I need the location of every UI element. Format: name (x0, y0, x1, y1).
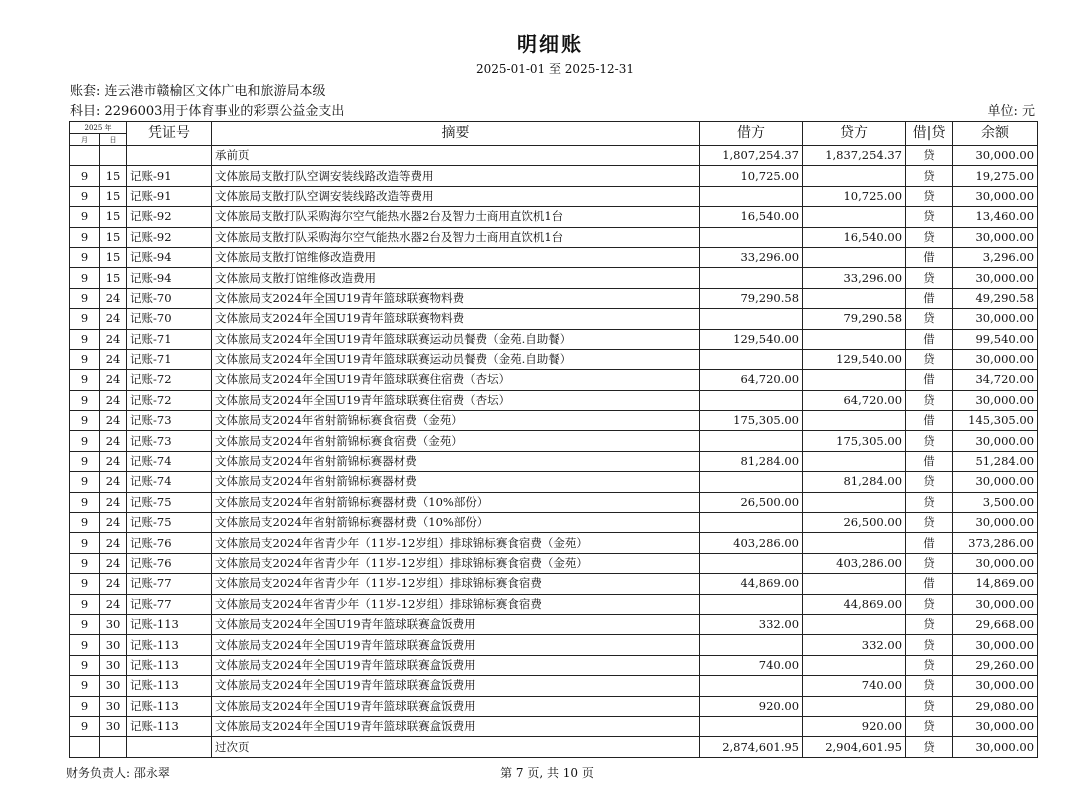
debit-header: 借方 (700, 122, 803, 146)
cell-credit: 33,296.00 (803, 268, 906, 288)
cell-credit: 26,500.00 (803, 513, 906, 533)
cell-month: 9 (70, 247, 100, 267)
cell-credit: 332.00 (803, 635, 906, 655)
cell-month: 9 (70, 186, 100, 206)
table-row (70, 349, 1038, 369)
voucher-header: 凭证号 (127, 122, 212, 146)
cell-balance: 34,720.00 (953, 370, 1038, 390)
cell-voucher: 记账-75 (127, 513, 212, 533)
cell-day: 24 (100, 574, 127, 594)
cell-credit (803, 696, 906, 716)
cell-day: 30 (100, 614, 127, 634)
header-row-top (70, 122, 1038, 134)
cell-balance: 3,296.00 (953, 247, 1038, 267)
ledger-table (69, 121, 1038, 758)
cell-credit: 2,904,601.95 (803, 737, 906, 757)
cell-dc: 贷 (906, 186, 953, 206)
month-header: 月 (70, 134, 100, 146)
cell-month: 9 (70, 553, 100, 573)
cell-summary: 文体旅局支2024年省青少年（11岁-12岁组）排球锦标赛食宿费（金苑） (212, 553, 700, 573)
cell-credit (803, 370, 906, 390)
cell-voucher: 记账-74 (127, 451, 212, 471)
table-row (70, 594, 1038, 614)
cell-summary: 承前页 (212, 146, 700, 166)
cell-dc: 借 (906, 288, 953, 308)
cell-credit (803, 329, 906, 349)
cell-dc: 贷 (906, 676, 953, 696)
table-row (70, 268, 1038, 288)
cell-month: 9 (70, 574, 100, 594)
cell-summary: 文体旅局支散打队空调安装线路改造等费用 (212, 186, 700, 206)
table-row (70, 513, 1038, 533)
cell-day: 15 (100, 166, 127, 186)
cell-debit: 175,305.00 (700, 411, 803, 431)
cell-balance: 30,000.00 (953, 186, 1038, 206)
cell-month: 9 (70, 614, 100, 634)
table-row (70, 574, 1038, 594)
cell-voucher: 记账-71 (127, 349, 212, 369)
cell-dc: 贷 (906, 166, 953, 186)
cell-debit (700, 676, 803, 696)
cell-month: 9 (70, 329, 100, 349)
cell-dc: 贷 (906, 655, 953, 675)
table-row (70, 309, 1038, 329)
table-row (70, 451, 1038, 471)
cell-day: 24 (100, 492, 127, 512)
cell-month: 9 (70, 207, 100, 227)
cell-month: 9 (70, 533, 100, 553)
cell-debit (700, 268, 803, 288)
cell-summary: 文体旅局支2024年省青少年（11岁-12岁组）排球锦标赛食宿费 (212, 574, 700, 594)
table-row (70, 227, 1038, 247)
finance-manager: 财务负责人: 邵永翠 (66, 766, 170, 780)
cell-credit (803, 166, 906, 186)
cell-day: 24 (100, 370, 127, 390)
cell-day: 24 (100, 349, 127, 369)
cell-summary: 文体旅局支2024年省射箭锦标赛食宿费（金苑） (212, 411, 700, 431)
cell-balance: 30,000.00 (953, 676, 1038, 696)
cell-credit: 10,725.00 (803, 186, 906, 206)
cell-dc: 借 (906, 451, 953, 471)
cell-dc: 贷 (906, 594, 953, 614)
cell-month: 9 (70, 431, 100, 451)
cell-day: 15 (100, 247, 127, 267)
cell-dc: 借 (906, 411, 953, 431)
cell-balance: 30,000.00 (953, 146, 1038, 166)
cell-voucher (127, 737, 212, 757)
cell-summary: 文体旅局支2024年全国U19青年篮球联赛盒饭费用 (212, 716, 700, 736)
table-row (70, 614, 1038, 634)
cell-dc: 借 (906, 329, 953, 349)
cell-month: 9 (70, 411, 100, 431)
cell-day: 24 (100, 472, 127, 492)
cell-month: 9 (70, 227, 100, 247)
cell-debit (700, 186, 803, 206)
cell-voucher: 记账-113 (127, 676, 212, 696)
cell-summary: 文体旅局支2024年全国U19青年篮球联赛盒饭费用 (212, 676, 700, 696)
cell-dc: 贷 (906, 492, 953, 512)
cell-summary: 文体旅局支2024年全国U19青年篮球联赛运动员餐费（金苑.自助餐） (212, 349, 700, 369)
cell-debit (700, 553, 803, 573)
cell-dc: 贷 (906, 513, 953, 533)
cell-balance: 30,000.00 (953, 553, 1038, 573)
cell-credit: 403,286.00 (803, 553, 906, 573)
cell-summary: 文体旅局支2024年省射箭锦标赛器材费（10%部份） (212, 492, 700, 512)
cell-credit (803, 411, 906, 431)
cell-debit (700, 227, 803, 247)
table-row (70, 716, 1038, 736)
cell-month: 9 (70, 349, 100, 369)
cell-balance: 29,080.00 (953, 696, 1038, 716)
table-row (70, 635, 1038, 655)
cell-debit (700, 390, 803, 410)
cell-summary: 文体旅局支散打馆维修改造费用 (212, 268, 700, 288)
carry-forward-row (70, 146, 1038, 166)
cell-dc: 贷 (906, 390, 953, 410)
cell-dc: 借 (906, 370, 953, 390)
cell-summary: 文体旅局支2024年全国U19青年篮球联赛盒饭费用 (212, 696, 700, 716)
cell-debit: 16,540.00 (700, 207, 803, 227)
cell-summary: 文体旅局支2024年全国U19青年篮球联赛盒饭费用 (212, 635, 700, 655)
table-row (70, 533, 1038, 553)
cell-debit: 1,807,254.37 (700, 146, 803, 166)
cell-voucher: 记账-113 (127, 716, 212, 736)
table-row (70, 186, 1038, 206)
cell-balance: 49,290.58 (953, 288, 1038, 308)
table-row (70, 696, 1038, 716)
cell-credit (803, 207, 906, 227)
cell-dc: 贷 (906, 553, 953, 573)
date-range: 2025-01-01 至 2025-12-31 (475, 62, 634, 76)
cell-day: 24 (100, 411, 127, 431)
carry-over-row (70, 737, 1038, 757)
cell-balance: 29,668.00 (953, 614, 1038, 634)
cell-balance: 30,000.00 (953, 635, 1038, 655)
cell-summary: 文体旅局支2024年省射箭锦标赛器材费（10%部份） (212, 513, 700, 533)
cell-day: 24 (100, 309, 127, 329)
currency-unit: 单位: 元 (987, 104, 1035, 119)
cell-voucher: 记账-92 (127, 207, 212, 227)
cell-voucher: 记账-92 (127, 227, 212, 247)
cell-balance: 30,000.00 (953, 716, 1038, 736)
cell-summary: 文体旅局支散打馆维修改造费用 (212, 247, 700, 267)
cell-day (100, 737, 127, 757)
cell-dc: 借 (906, 247, 953, 267)
cell-dc: 贷 (906, 716, 953, 736)
table-row (70, 288, 1038, 308)
cell-dc: 贷 (906, 696, 953, 716)
cell-debit: 26,500.00 (700, 492, 803, 512)
cell-voucher: 记账-94 (127, 247, 212, 267)
cell-month: 9 (70, 166, 100, 186)
cell-credit: 81,284.00 (803, 472, 906, 492)
cell-summary: 文体旅局支2024年全国U19青年篮球联赛住宿费（杏坛） (212, 370, 700, 390)
cell-month: 9 (70, 390, 100, 410)
cell-credit: 44,869.00 (803, 594, 906, 614)
cell-voucher (127, 146, 212, 166)
cell-voucher: 记账-72 (127, 370, 212, 390)
table-row (70, 390, 1038, 410)
cell-summary: 文体旅局支2024年省射箭锦标赛食宿费（金苑） (212, 431, 700, 451)
cell-dc: 借 (906, 533, 953, 553)
cell-dc: 贷 (906, 309, 953, 329)
cell-credit: 64,720.00 (803, 390, 906, 410)
cell-month: 9 (70, 635, 100, 655)
cell-credit: 175,305.00 (803, 431, 906, 451)
cell-month: 9 (70, 594, 100, 614)
cell-credit (803, 655, 906, 675)
cell-day: 24 (100, 451, 127, 471)
cell-month: 9 (70, 268, 100, 288)
table-row (70, 431, 1038, 451)
table-row (70, 492, 1038, 512)
cell-debit: 33,296.00 (700, 247, 803, 267)
cell-balance: 30,000.00 (953, 349, 1038, 369)
cell-credit: 740.00 (803, 676, 906, 696)
table-row (70, 655, 1038, 675)
cell-day: 30 (100, 696, 127, 716)
cell-balance: 30,000.00 (953, 594, 1038, 614)
cell-month: 9 (70, 696, 100, 716)
cell-voucher: 记账-70 (127, 309, 212, 329)
cell-balance: 51,284.00 (953, 451, 1038, 471)
cell-month: 9 (70, 676, 100, 696)
cell-balance: 30,000.00 (953, 737, 1038, 757)
cell-month: 9 (70, 716, 100, 736)
cell-credit: 1,837,254.37 (803, 146, 906, 166)
cell-voucher: 记账-113 (127, 635, 212, 655)
cell-debit: 2,874,601.95 (700, 737, 803, 757)
table-row (70, 329, 1038, 349)
cell-dc: 贷 (906, 349, 953, 369)
cell-credit (803, 451, 906, 471)
cell-day: 30 (100, 676, 127, 696)
cell-debit: 64,720.00 (700, 370, 803, 390)
cell-debit: 403,286.00 (700, 533, 803, 553)
cell-day: 24 (100, 431, 127, 451)
cell-balance: 30,000.00 (953, 472, 1038, 492)
cell-day: 30 (100, 655, 127, 675)
cell-voucher: 记账-113 (127, 614, 212, 634)
page-number: 第 7 页, 共 10 页 (500, 766, 594, 780)
cell-balance: 30,000.00 (953, 513, 1038, 533)
cell-dc: 贷 (906, 431, 953, 451)
cell-summary: 文体旅局支2024年全国U19青年篮球联赛物料费 (212, 288, 700, 308)
cell-summary: 文体旅局支2024年全国U19青年篮球联赛住宿费（杏坛） (212, 390, 700, 410)
cell-day: 15 (100, 207, 127, 227)
cell-balance: 373,286.00 (953, 533, 1038, 553)
cell-summary: 文体旅局支2024年省射箭锦标赛器材费 (212, 472, 700, 492)
cell-day: 24 (100, 553, 127, 573)
cell-summary: 文体旅局支2024年全国U19青年篮球联赛运动员餐费（金苑.自助餐） (212, 329, 700, 349)
cell-dc: 贷 (906, 268, 953, 288)
cell-voucher: 记账-113 (127, 696, 212, 716)
cell-credit (803, 492, 906, 512)
cell-voucher: 记账-94 (127, 268, 212, 288)
cell-summary: 文体旅局支散打队采购海尔空气能热水器2台及智力士商用直饮机1台 (212, 207, 700, 227)
cell-day: 15 (100, 268, 127, 288)
cell-credit (803, 247, 906, 267)
cell-dc: 借 (906, 574, 953, 594)
cell-debit (700, 594, 803, 614)
cell-day: 30 (100, 716, 127, 736)
cell-debit (700, 431, 803, 451)
day-header: 日 (100, 134, 127, 146)
summary-header: 摘要 (212, 122, 700, 146)
cell-voucher: 记账-77 (127, 574, 212, 594)
cell-credit: 129,540.00 (803, 349, 906, 369)
table-row (70, 472, 1038, 492)
cell-day: 24 (100, 533, 127, 553)
cell-summary: 文体旅局支2024年全国U19青年篮球联赛物料费 (212, 309, 700, 329)
cell-day: 24 (100, 390, 127, 410)
cell-balance: 30,000.00 (953, 390, 1038, 410)
cell-voucher: 记账-73 (127, 411, 212, 431)
cell-month: 9 (70, 513, 100, 533)
dc-header: 借|贷 (906, 122, 953, 146)
cell-balance: 30,000.00 (953, 431, 1038, 451)
cell-balance: 145,305.00 (953, 411, 1038, 431)
cell-debit: 129,540.00 (700, 329, 803, 349)
cell-dc: 贷 (906, 227, 953, 247)
cell-debit: 44,869.00 (700, 574, 803, 594)
cell-balance: 99,540.00 (953, 329, 1038, 349)
cell-debit: 79,290.58 (700, 288, 803, 308)
account-set: 账套: 连云港市赣榆区文体广电和旅游局本级 (70, 84, 326, 99)
cell-day: 15 (100, 186, 127, 206)
cell-voucher: 记账-91 (127, 166, 212, 186)
cell-balance: 3,500.00 (953, 492, 1038, 512)
cell-month (70, 146, 100, 166)
cell-balance: 30,000.00 (953, 309, 1038, 329)
cell-day: 15 (100, 227, 127, 247)
cell-voucher: 记账-70 (127, 288, 212, 308)
cell-debit: 920.00 (700, 696, 803, 716)
cell-voucher: 记账-71 (127, 329, 212, 349)
account-subject: 科目: 2296003用于体育事业的彩票公益金支出 (70, 104, 345, 119)
cell-day: 24 (100, 329, 127, 349)
cell-credit (803, 533, 906, 553)
cell-voucher: 记账-74 (127, 472, 212, 492)
cell-month: 9 (70, 492, 100, 512)
table-row (70, 207, 1038, 227)
cell-debit: 740.00 (700, 655, 803, 675)
cell-debit (700, 716, 803, 736)
cell-month (70, 737, 100, 757)
cell-summary: 文体旅局支散打队采购海尔空气能热水器2台及智力士商用直饮机1台 (212, 227, 700, 247)
cell-balance: 30,000.00 (953, 268, 1038, 288)
cell-day: 24 (100, 513, 127, 533)
cell-credit (803, 288, 906, 308)
cell-voucher: 记账-76 (127, 553, 212, 573)
cell-debit (700, 513, 803, 533)
cell-balance: 14,869.00 (953, 574, 1038, 594)
cell-debit (700, 472, 803, 492)
cell-debit: 10,725.00 (700, 166, 803, 186)
table-row (70, 676, 1038, 696)
cell-day: 24 (100, 288, 127, 308)
cell-summary: 文体旅局支2024年全国U19青年篮球联赛盒饭费用 (212, 655, 700, 675)
cell-balance: 30,000.00 (953, 227, 1038, 247)
page-title: 明细账 (517, 32, 583, 56)
cell-credit: 79,290.58 (803, 309, 906, 329)
cell-summary: 文体旅局支散打队空调安装线路改造等费用 (212, 166, 700, 186)
cell-dc: 贷 (906, 737, 953, 757)
cell-month: 9 (70, 451, 100, 471)
table-row (70, 553, 1038, 573)
cell-dc: 贷 (906, 146, 953, 166)
cell-summary: 文体旅局支2024年省射箭锦标赛器材费 (212, 451, 700, 471)
cell-dc: 贷 (906, 635, 953, 655)
cell-dc: 贷 (906, 614, 953, 634)
table-row (70, 411, 1038, 431)
cell-day: 24 (100, 594, 127, 614)
cell-voucher: 记账-76 (127, 533, 212, 553)
cell-balance: 13,460.00 (953, 207, 1038, 227)
cell-voucher: 记账-73 (127, 431, 212, 451)
cell-debit: 332.00 (700, 614, 803, 634)
cell-voucher: 记账-91 (127, 186, 212, 206)
cell-summary: 文体旅局支2024年省青少年（11岁-12岁组）排球锦标赛食宿费（金苑） (212, 533, 700, 553)
cell-month: 9 (70, 288, 100, 308)
cell-summary: 文体旅局支2024年全国U19青年篮球联赛盒饭费用 (212, 614, 700, 634)
cell-voucher: 记账-113 (127, 655, 212, 675)
table-row (70, 166, 1038, 186)
cell-day (100, 146, 127, 166)
cell-month: 9 (70, 309, 100, 329)
cell-debit (700, 349, 803, 369)
cell-voucher: 记账-72 (127, 390, 212, 410)
cell-credit (803, 614, 906, 634)
cell-debit (700, 309, 803, 329)
cell-debit: 81,284.00 (700, 451, 803, 471)
cell-balance: 19,275.00 (953, 166, 1038, 186)
cell-voucher: 记账-75 (127, 492, 212, 512)
cell-dc: 贷 (906, 207, 953, 227)
cell-month: 9 (70, 472, 100, 492)
year-header: 2025 年 (70, 122, 127, 134)
cell-month: 9 (70, 370, 100, 390)
cell-credit (803, 574, 906, 594)
cell-month: 9 (70, 655, 100, 675)
cell-credit: 16,540.00 (803, 227, 906, 247)
balance-header: 余额 (953, 122, 1038, 146)
cell-balance: 29,260.00 (953, 655, 1038, 675)
credit-header: 贷方 (803, 122, 906, 146)
cell-credit: 920.00 (803, 716, 906, 736)
cell-day: 30 (100, 635, 127, 655)
table-row (70, 370, 1038, 390)
table-row (70, 247, 1038, 267)
cell-summary: 过次页 (212, 737, 700, 757)
cell-summary: 文体旅局支2024年省青少年（11岁-12岁组）排球锦标赛食宿费 (212, 594, 700, 614)
cell-voucher: 记账-77 (127, 594, 212, 614)
cell-dc: 贷 (906, 472, 953, 492)
cell-debit (700, 635, 803, 655)
